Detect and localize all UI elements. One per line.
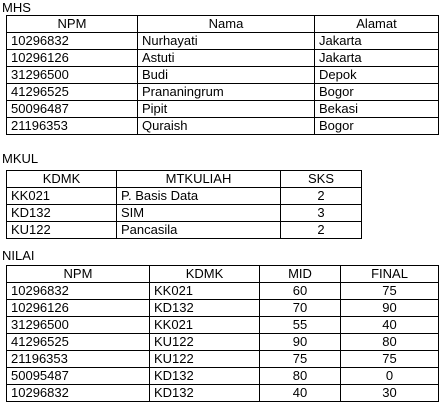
table-row — [7, 67, 439, 84]
nilai-table — [6, 265, 439, 402]
cell-kdmk: KD132 — [7, 205, 117, 222]
column-header-mtkuliah: MTKULIAH — [117, 171, 281, 188]
cell-kdmk: KK021 — [150, 317, 260, 334]
table-row — [7, 385, 439, 402]
cell-mid: 75 — [260, 351, 341, 368]
cell-kdmk: KU122 — [150, 351, 260, 368]
cell-npm: 50095487 — [7, 368, 150, 385]
cell-final: 30 — [341, 385, 439, 402]
cell-final: 40 — [341, 317, 439, 334]
cell-nama: Prananingrum — [138, 84, 315, 101]
table-header-row — [7, 171, 362, 188]
column-header-sks: SKS — [281, 171, 362, 188]
table-row — [7, 84, 439, 101]
cell-npm: 10296832 — [7, 33, 138, 50]
cell-mtkuliah: P. Basis Data — [117, 188, 281, 205]
mhs-caption: MHS — [2, 0, 31, 15]
column-header-kdmk: KDMK — [7, 171, 117, 188]
cell-kdmk: KK021 — [150, 283, 260, 300]
cell-npm: 41296525 — [7, 334, 150, 351]
mkul-caption: MKUL — [2, 151, 39, 166]
cell-mid: 90 — [260, 334, 341, 351]
table-row — [7, 300, 439, 317]
column-header-kdmk: KDMK — [150, 266, 260, 283]
cell-kdmk: KD132 — [150, 300, 260, 317]
cell-alamat: Bogor — [315, 84, 439, 101]
cell-kdmk: KD132 — [150, 368, 260, 385]
column-header-npm: NPM — [7, 16, 138, 33]
cell-alamat: Jakarta — [315, 50, 439, 67]
cell-npm: 10296832 — [7, 283, 150, 300]
cell-alamat: Bekasi — [315, 101, 439, 118]
table-row — [7, 368, 439, 385]
cell-nama: Quraish — [138, 118, 315, 135]
cell-npm: 21196353 — [7, 118, 138, 135]
cell-final: 75 — [341, 283, 439, 300]
cell-npm: 21196353 — [7, 351, 150, 368]
table-row — [7, 188, 362, 205]
cell-final: 75 — [341, 351, 439, 368]
table-row — [7, 317, 439, 334]
column-header-mid: MID — [260, 266, 341, 283]
table-row — [7, 101, 439, 118]
cell-alamat: Bogor — [315, 118, 439, 135]
cell-npm: 31296500 — [7, 317, 150, 334]
mkul-table — [6, 170, 362, 239]
cell-mtkuliah: Pancasila — [117, 222, 281, 239]
cell-mid: 70 — [260, 300, 341, 317]
cell-mid: 80 — [260, 368, 341, 385]
cell-sks: 2 — [281, 188, 362, 205]
nilai-caption: NILAI — [2, 248, 35, 263]
cell-nama: Nurhayati — [138, 33, 315, 50]
cell-kdmk: KU122 — [7, 222, 117, 239]
cell-kdmk: KK021 — [7, 188, 117, 205]
cell-alamat: Depok — [315, 67, 439, 84]
cell-npm: 50096487 — [7, 101, 138, 118]
column-header-nama: Nama — [138, 16, 315, 33]
cell-nama: Pipit — [138, 101, 315, 118]
cell-kdmk: KU122 — [150, 334, 260, 351]
table-row — [7, 50, 439, 67]
cell-mid: 60 — [260, 283, 341, 300]
cell-nama: Budi — [138, 67, 315, 84]
table-row — [7, 205, 362, 222]
cell-npm: 10296832 — [7, 385, 150, 402]
cell-npm: 10296126 — [7, 300, 150, 317]
cell-nama: Astuti — [138, 50, 315, 67]
table-header-row — [7, 16, 439, 33]
column-header-alamat: Alamat — [315, 16, 439, 33]
cell-npm: 31296500 — [7, 67, 138, 84]
cell-final: 80 — [341, 334, 439, 351]
cell-alamat: Jakarta — [315, 33, 439, 50]
cell-sks: 3 — [281, 205, 362, 222]
table-row — [7, 334, 439, 351]
cell-sks: 2 — [281, 222, 362, 239]
cell-npm: 10296126 — [7, 50, 138, 67]
cell-npm: 41296525 — [7, 84, 138, 101]
table-row — [7, 33, 439, 50]
cell-mid: 40 — [260, 385, 341, 402]
table-row — [7, 222, 362, 239]
cell-mid: 55 — [260, 317, 341, 334]
mhs-table — [6, 15, 439, 135]
column-header-final: FINAL — [341, 266, 439, 283]
cell-kdmk: KD132 — [150, 385, 260, 402]
cell-mtkuliah: SIM — [117, 205, 281, 222]
column-header-npm: NPM — [7, 266, 150, 283]
table-header-row — [7, 266, 439, 283]
table-row — [7, 283, 439, 300]
cell-final: 90 — [341, 300, 439, 317]
table-row — [7, 118, 439, 135]
cell-final: 0 — [341, 368, 439, 385]
table-row — [7, 351, 439, 368]
